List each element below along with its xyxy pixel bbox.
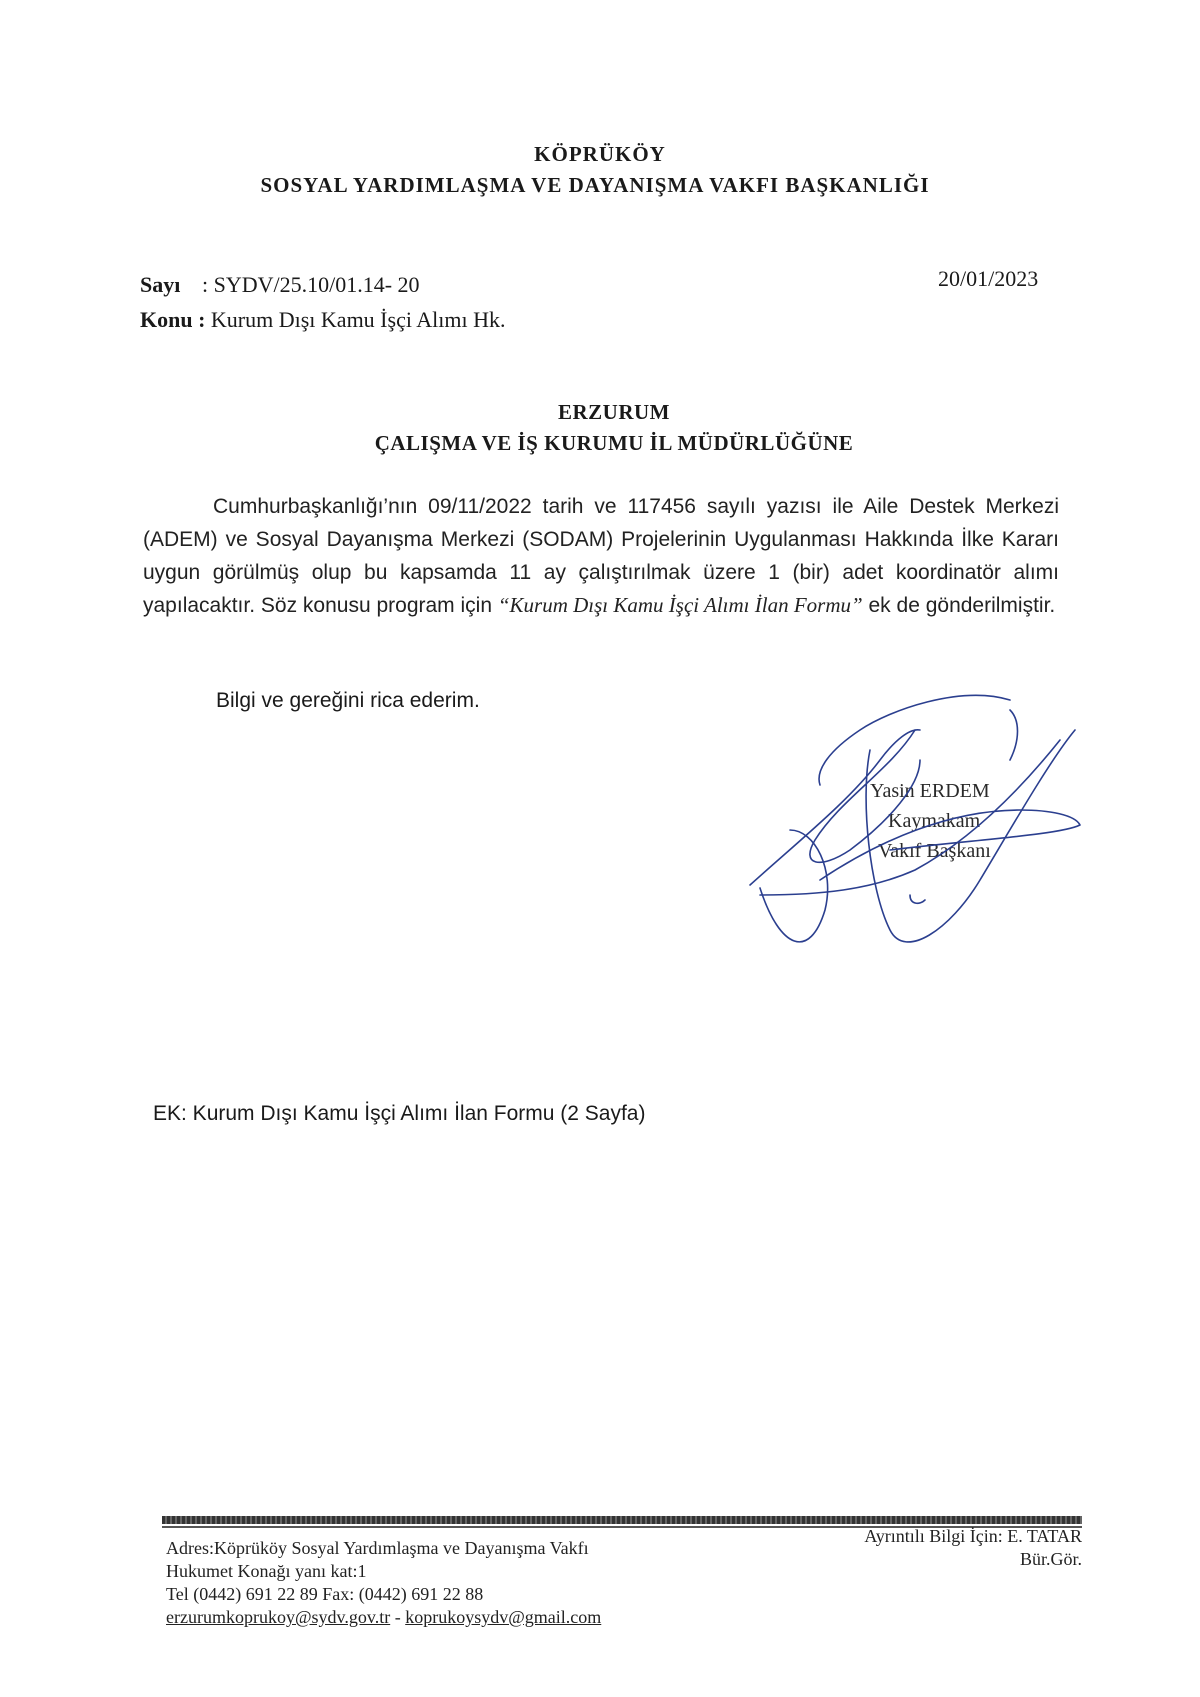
email-link-gov[interactable]: erzurumkoprukoy@sydv.gov.tr [166, 1607, 391, 1627]
footer-contact-title: Bür.Gör. [1019, 1549, 1082, 1569]
email-link-gmail[interactable]: koprukoysydv@gmail.com [405, 1607, 602, 1627]
reference-number-value: : SYDV/25.10/01.14- 20 [202, 272, 420, 297]
footer-contact-person: Ayrıntılı Bilgi İçin: E. TATAR [864, 1526, 1082, 1546]
signatory-role: Vakıf Başkanı [878, 840, 991, 862]
institution-full-title: SOSYAL YARDIMLAŞMA VE DAYANIŞMA VAKFI BAŞKANLIĞI [260, 173, 930, 197]
body-quoted-form-title: “Kurum Dışı Kamu İşçi Alımı İlan Formu” [497, 593, 863, 617]
recipient-city: ERZURUM [558, 400, 670, 424]
body-text-end: ek de gönderilmiştir. [862, 594, 1056, 617]
footer-contact-block [800, 1525, 1082, 1571]
footer-phone-fax: Tel (0442) 691 22 89 Fax: (0442) 691 22 88 [166, 1584, 484, 1604]
signatory-name: Yasin ERDEM [870, 780, 990, 802]
subject-value: Kurum Dışı Kamu İşçi Alımı Hk. [210, 307, 506, 332]
body-text-start: Cumhurbaşkanlığı’nın 09/11/2022 tarih ve 117456 sayılı yazısı ile Aile Destek Merkezi (ADEM) ve Sosyal Dayanışma Merkezi (SODAM) Projelerinin Uygulanması Hakkında İlke Kararı uygun görülmüş olup bu kapsamda 11 ay çalıştırılmak üzere 1 (bir) adet koordinatör alımı yapılacaktır. Söz konusu program için [143, 495, 1059, 617]
recipient-office: ÇALIŞMA VE İŞ KURUMU İL MÜDÜRLÜĞÜNE [374, 431, 854, 455]
footer-emails [166, 1606, 601, 1629]
email-separator: - [394, 1607, 401, 1627]
reference-number-row [140, 272, 420, 298]
institution-name: KÖPRÜKÖY [534, 142, 666, 166]
attachment-note: EK: Kurum Dışı Kamu İşçi Alımı İlan Formu (2 Sayfa) [153, 1102, 646, 1125]
handwritten-signature [720, 690, 1100, 950]
signature-ink [750, 695, 1080, 942]
subject-label: Konu : [140, 307, 206, 332]
body-paragraph [143, 490, 1059, 622]
footer-divider [162, 1516, 1082, 1524]
document-date: 20/01/2023 [938, 266, 1039, 291]
reference-number-label: Sayı [140, 272, 181, 297]
footer-address-line2: Hukumet Konağı yanı kat:1 [166, 1561, 367, 1581]
signatory-title: Kaymakam [888, 810, 981, 832]
closing-sentence: Bilgi ve gereğini rica ederim. [216, 689, 480, 712]
footer-address-line1: Adres:Köprüköy Sosyal Yardımlaşma ve Dayanışma Vakfı [166, 1538, 589, 1558]
footer-address-block [166, 1537, 601, 1629]
subject-row [140, 307, 505, 333]
